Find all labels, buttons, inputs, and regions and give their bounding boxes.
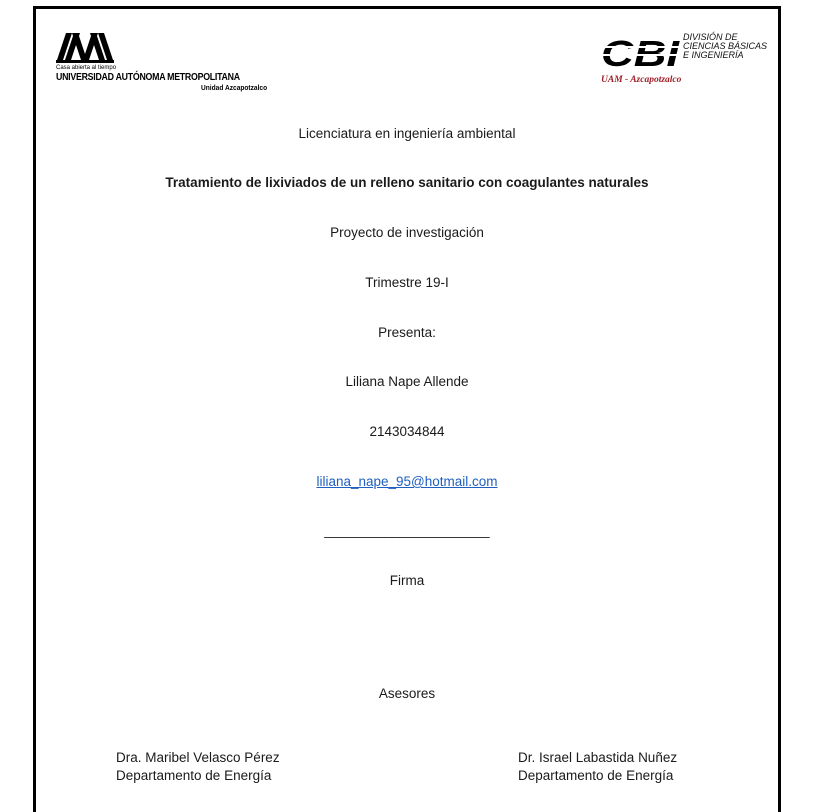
presenter-label: Presenta: bbox=[378, 325, 436, 340]
uam-emblem-icon bbox=[56, 33, 114, 63]
term: Trimestre 19-I bbox=[365, 275, 449, 290]
cbi-acronym: CBI bbox=[601, 35, 681, 71]
university-name: UNIVERSIDAD AUTÓNOMA METROPOLITANA bbox=[56, 72, 240, 83]
advisor-name: Dr. Israel Labastida Nuñez bbox=[518, 750, 678, 765]
advisor-name: Dra. Maribel Velasco Pérez bbox=[116, 750, 280, 765]
uam-logo bbox=[54, 33, 294, 93]
university-unit: Unidad Azcapotzalco bbox=[201, 83, 268, 92]
email-line bbox=[36, 474, 778, 489]
student-id: 2143034844 bbox=[369, 424, 445, 439]
advisors-label: Asesores bbox=[378, 686, 436, 701]
signature-line: ______________________ bbox=[324, 523, 490, 538]
cbi-division-line-1: DIVISIÓN DE bbox=[683, 32, 738, 42]
cbi-campus: UAM - Azcapotzalco bbox=[601, 75, 682, 85]
cbi-division-text bbox=[683, 33, 767, 60]
cbi-emblem-icon bbox=[599, 35, 683, 71]
program-name: Licenciatura en ingeniería ambiental bbox=[298, 126, 516, 141]
email-link[interactable]: liliana_nape_95@hotmail.com bbox=[316, 474, 498, 489]
cbi-logo bbox=[599, 31, 779, 91]
advisor-right bbox=[518, 749, 677, 785]
student-name: Liliana Nape Allende bbox=[345, 374, 469, 389]
cbi-division-line-3: E INGENIERÍA bbox=[683, 50, 744, 60]
document-page bbox=[33, 6, 781, 812]
uam-tagline: Casa abierta al tiempo bbox=[56, 65, 117, 71]
advisor-department: Departamento de Energía bbox=[116, 768, 272, 783]
advisor-department: Departamento de Energía bbox=[518, 768, 674, 783]
signature-label: Firma bbox=[389, 573, 425, 588]
document-title: Tratamiento de lixiviados de un relleno sanitario con coagulantes naturales bbox=[165, 175, 649, 190]
document-type: Proyecto de investigación bbox=[330, 225, 484, 240]
cbi-division-line-2: CIENCIAS BÁSICAS bbox=[683, 41, 768, 51]
advisor-left bbox=[116, 749, 280, 785]
